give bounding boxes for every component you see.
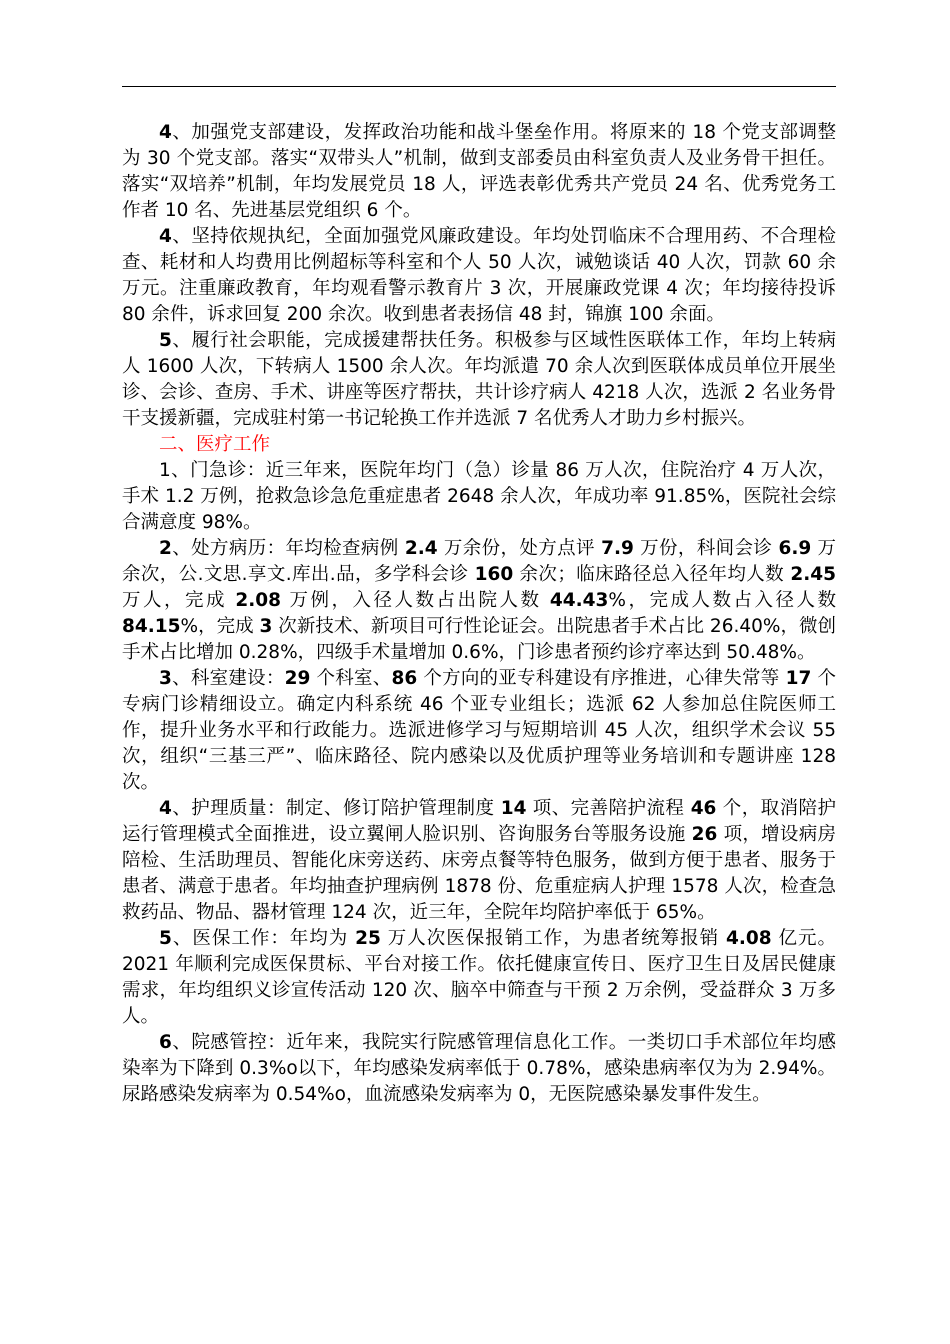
bold-text: 86 (391, 668, 418, 689)
text-run: 万人，完成 (122, 590, 236, 611)
text-run: 个方向的亚专科建设有序推进，心律失常等 (417, 668, 786, 689)
paragraph (122, 328, 836, 432)
bold-text: 4 (159, 122, 172, 143)
paragraph (122, 120, 836, 224)
text-run: 万余次，公.文思.享文.库出.品，多学科会诊 (122, 538, 836, 585)
text-run: 、履行社会职能，完成援建帮扶任务。积极参与区域性医联体工作，年均上转病人 1600 人次，下转病人 1500 余人次。年均派遣 70 余人次到医联体成员单位开展坐诊、会诊、查房、手术、讲座等医疗帮扶，共计诊疗病人 4218 人次，选派 2 名业务骨干支援新疆，完成驻村第一书记轮换工作并选派 7 名优秀人才助力乡村振兴。 (122, 330, 836, 429)
paragraph (122, 666, 836, 796)
bold-text: 2.08 (235, 590, 282, 611)
bold-text: 5 (159, 330, 172, 351)
text-run: 、加强党支部建设，发挥政治功能和战斗堡垒作用。将原来的 18 个党支部调整为 30 个党支部。落实“双带头人”机制，做到支部委员由科室负责人及业务骨干担任。落实“双培养”机制，年均发展党员 18 人，评选表彰优秀共产党员 24 名、优秀党务工作者 10 名、先进基层党组织 6 个。 (122, 122, 836, 221)
bold-text: 46 (690, 798, 717, 819)
text-run: 项、完善陪护流程 (526, 798, 691, 819)
text-run: 二、医疗工作 (159, 434, 271, 455)
paragraph (122, 1030, 836, 1108)
bold-text: 5 (159, 928, 172, 949)
paragraph (122, 536, 836, 666)
text-run: %，完成 (180, 616, 260, 637)
bold-text: 2.4 (404, 538, 438, 559)
bold-text: 2 (159, 538, 172, 559)
bold-text: 3 (259, 616, 273, 637)
text-run: 个专病门诊精细设立。确定内科系统 46 个亚专业组长；选派 62 人参加总住院医师工作，提升业务水平和行政能力。选派进修学习与短期培训 45 人次，组织学术会议 55 次，组织“三基三严”、临床路径、院内感染以及优质护理等业务培训和专题讲座 128 次。 (122, 668, 836, 793)
text-run: %，完成人数占入径人数 (608, 590, 836, 611)
text-run: 1、门急诊：近三年来，医院年均门（急）诊量 86 万人次，住院治疗 4 万人次，手术 1.2 万例，抢救急诊急危重症患者 2648 余人次，年成功率 91.85%，医院社会综合满意度 98%。 (122, 460, 836, 533)
text-run: 、医保工作：年均为 (171, 928, 356, 949)
text-run: 万份，科间会诊 (633, 538, 779, 559)
bold-text: 160 (474, 564, 514, 585)
text-run: 个科室、 (310, 668, 392, 689)
section-heading (122, 432, 836, 458)
text-run: 、处方病历：年均检查病例 (171, 538, 405, 559)
paragraph (122, 796, 836, 926)
text-run: 项，增设病房陪检、生活助理员、智能化床旁送药、床旁点餐等特色服务，做到方便于患者、服务于患者、满意于患者。年均抽查护理病例 1878 份、危重症病人护理 1578 人次，检查急救药品、物品、器材管理 124 次，近三年，全院年均陪护率低于 65%。 (122, 824, 836, 923)
bold-text: 4 (159, 226, 172, 247)
bold-text: 4 (159, 798, 172, 819)
text-run: 个，取消陪护运行管理模式全面推进，设立翼闸人脸识别、咨询服务台等服务设施 (122, 798, 836, 845)
header-rule (122, 86, 836, 87)
bold-text: 29 (284, 668, 311, 689)
text-run: 亿元。2021 年顺利完成医保贯标、平台对接工作。依托健康宣传日、医疗卫生日及居民健康需求，年均组织义诊宣传活动 120 次、脑卒中筛查与干预 2 万余例，受益群众 3 万多人。 (122, 928, 836, 1027)
bold-text: 6 (159, 1032, 172, 1053)
paragraph (122, 458, 836, 536)
bold-text: 14 (500, 798, 527, 819)
paragraph (122, 926, 836, 1030)
text-run: 、科室建设： (171, 668, 285, 689)
paragraph (122, 224, 836, 328)
bold-text: 25 (355, 928, 381, 949)
bold-text: 44.43 (549, 590, 609, 611)
text-run: 、院感管控：近年来，我院实行院感管理信息化工作。一类切口手术部位年均感染率为下降到 0.3%o以下，年均感染发病率低于 0.78%，感染患病率仅为为 2.94%。尿路感染发病率为 0.54%o，血流感染发病率为 0，无医院感染暴发事件发生。 (122, 1032, 836, 1105)
bold-text: 2.45 (790, 564, 837, 585)
document-body (122, 120, 836, 1108)
bold-text: 7.9 (601, 538, 634, 559)
bold-text: 4.08 (725, 928, 772, 949)
text-run: 、坚持依规执纪，全面加强党风廉政建设。年均处罚临床不合理用药、不合理检查、耗材和人均费用比例超标等科室和个人 50 人次，诫勉谈话 40 人次，罚款 60 余万元。注重廉政教育，年均观看警示教育片 3 次，开展廉政党课 4 次；年均接待投诉 80 余件，诉求回复 200 余次。收到患者表扬信 48 封，锦旗 100 余面。 (122, 226, 836, 325)
bold-text: 17 (785, 668, 812, 689)
text-run: 万人次医保报销工作，为患者统筹报销 (380, 928, 726, 949)
text-run: 万例，入径人数占出院人数 (281, 590, 550, 611)
text-run: 万余份，处方点评 (437, 538, 602, 559)
text-run: 余次；临床路径总入径年均人数 (513, 564, 791, 585)
bold-text: 3 (159, 668, 172, 689)
text-run: 、护理质量：制定、修订陪护管理制度 (171, 798, 501, 819)
bold-text: 26 (691, 824, 718, 845)
bold-text: 84.15 (122, 616, 181, 637)
text-run: 次新技术、新项目可行性论证会。出院患者手术占比 26.40%，微创手术占比增加 0.28%，四级手术量增加 0.6%，门诊患者预约诊疗率达到 50.48%。 (122, 616, 836, 663)
bold-text: 6.9 (778, 538, 812, 559)
